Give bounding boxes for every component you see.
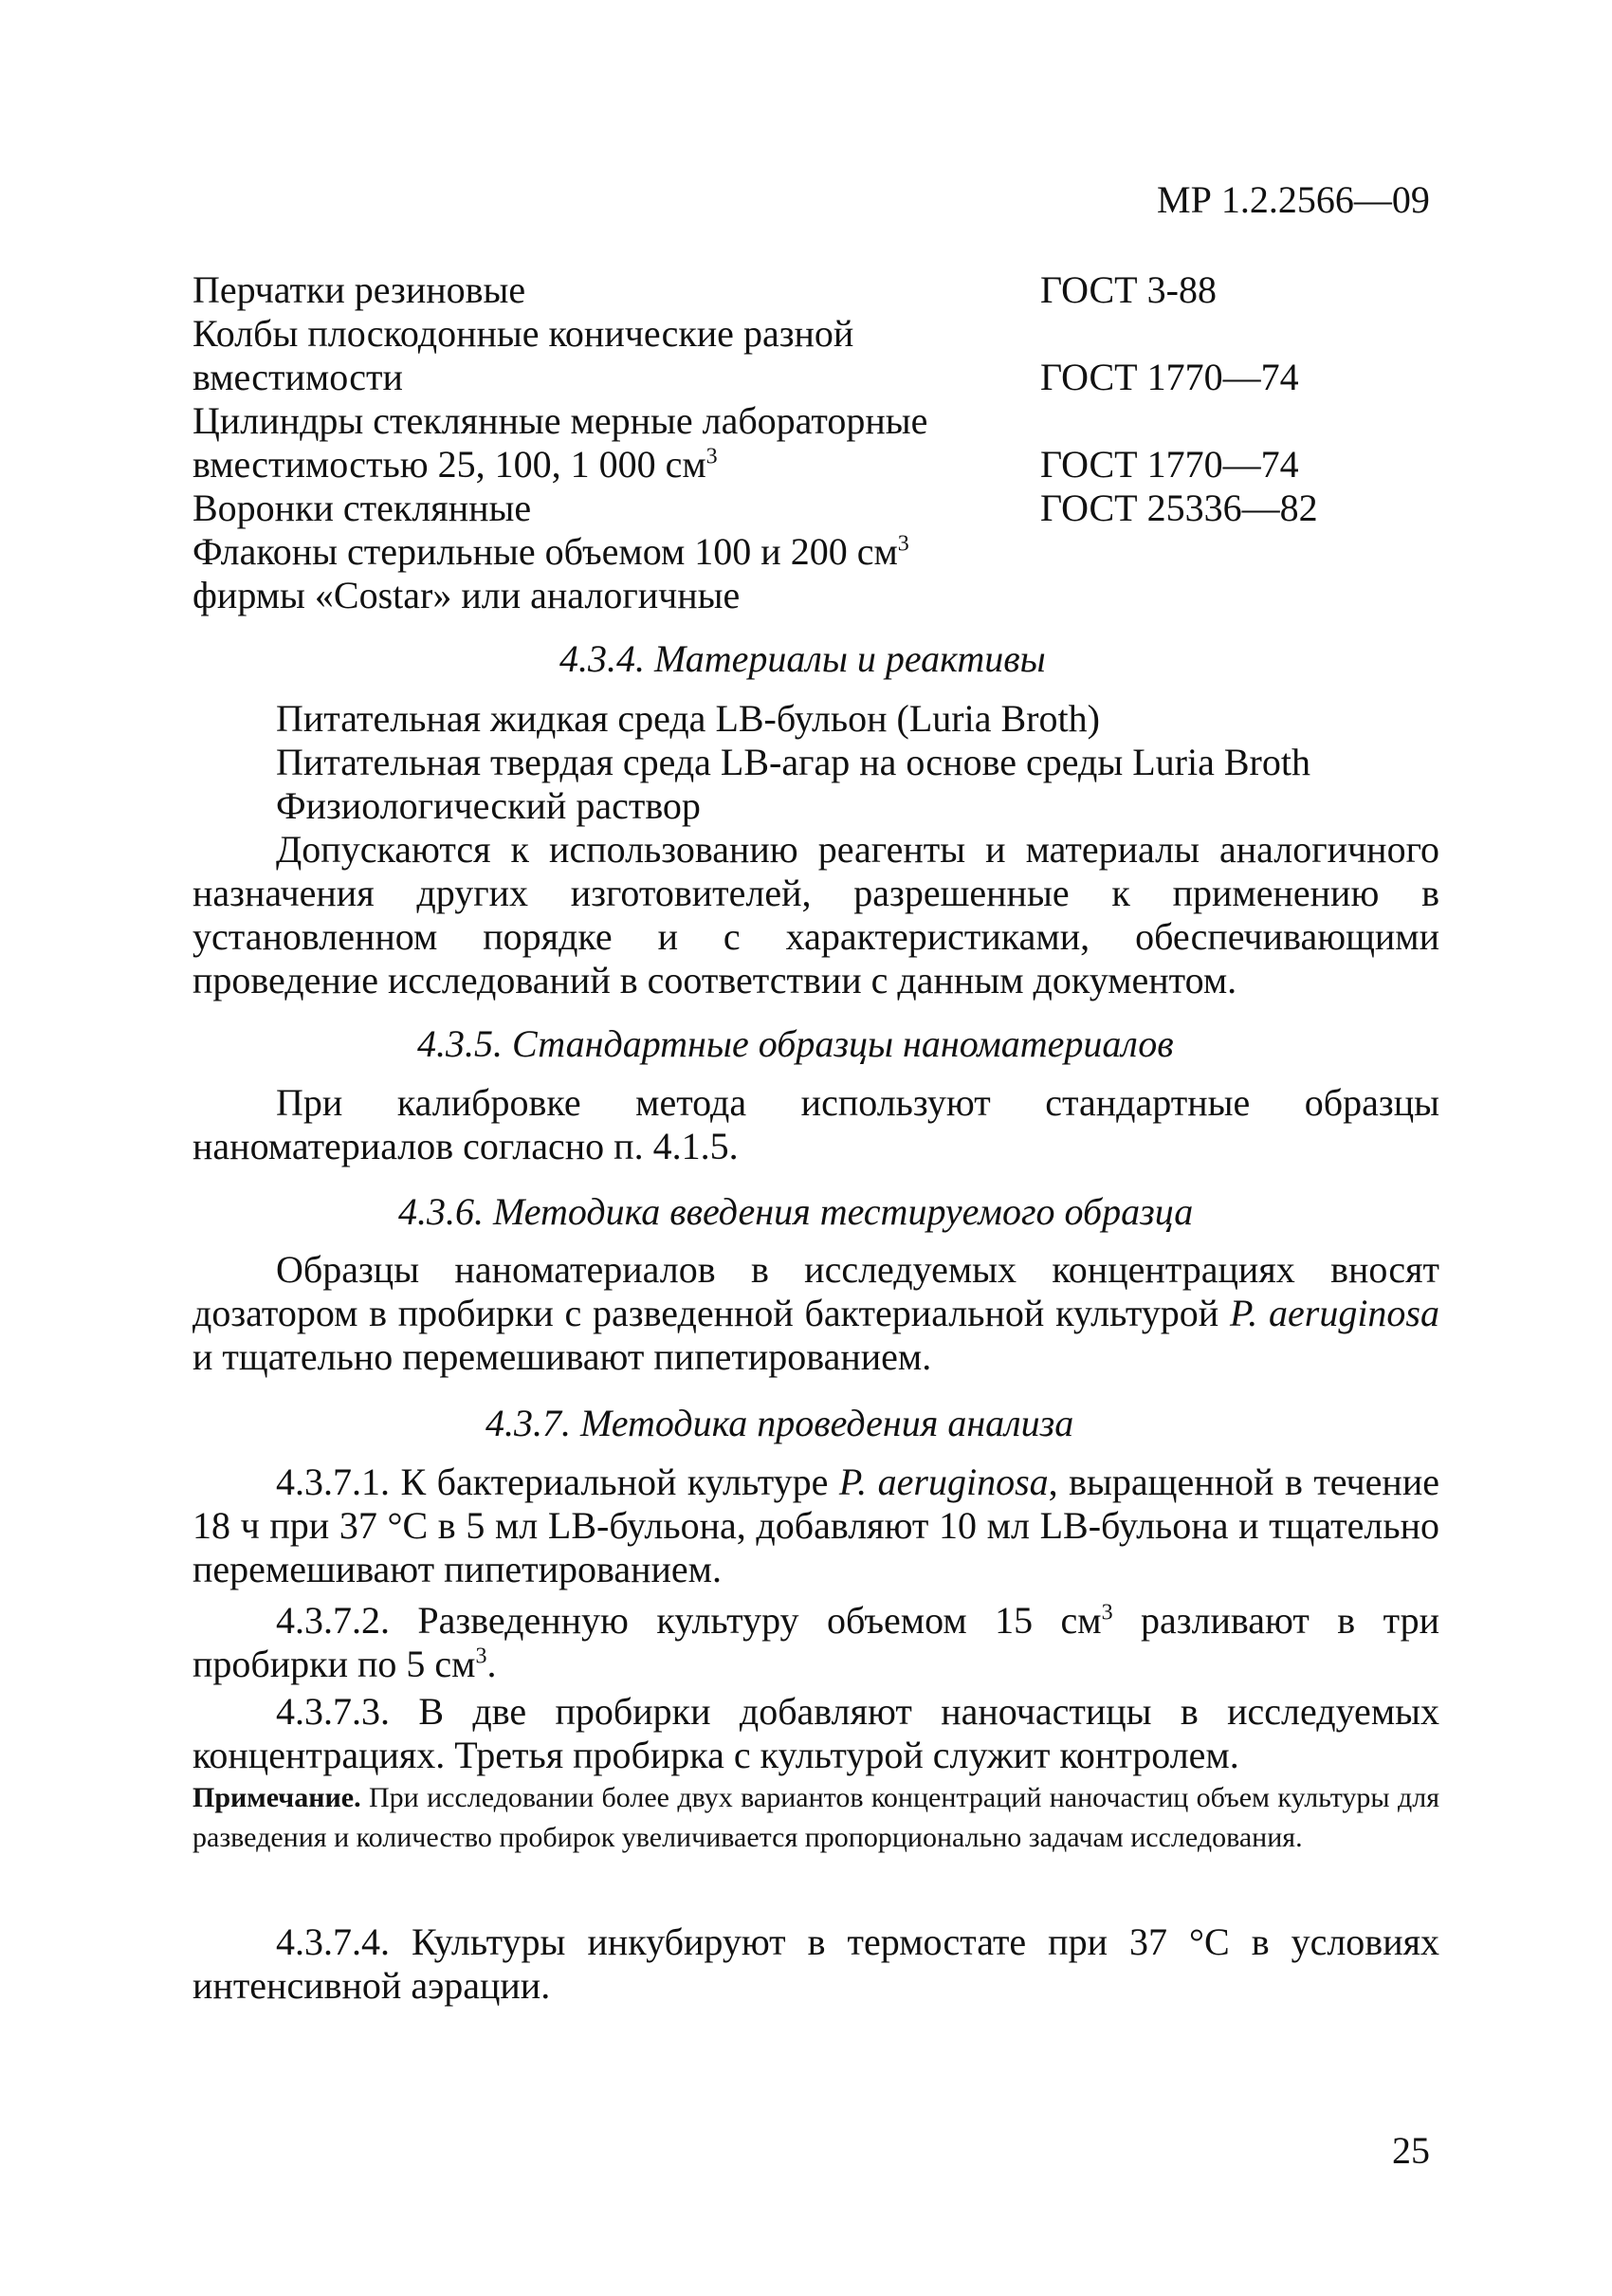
paragraph-4-3-7-4: 4.3.7.4. Культуры инкубируют в термостате при 37 °С в условиях интенсивной аэрации. [192, 1920, 1439, 2007]
note-label: Примечание. [192, 1782, 361, 1813]
reagent-item: Питательная твердая среда LB-агар на основе среды Luria Broth [276, 741, 1310, 783]
reagent-item: Питательная жидкая среда LB-бульон (Luria Broth) [276, 697, 1100, 740]
paragraph-4-3-7-1: 4.3.7.1. К бактериальной культуре P. aeruginosa, выращенной в течение 18 ч при 37 °С в 5 мл LB-бульона, добавляют 10 мл LB-бульона и тщательно перемешивают пипетированием. [192, 1460, 1439, 1590]
equipment-item-name: Колбы плоскодонные конические разной [192, 312, 854, 355]
document-number: МР 1.2.2566—09 [1157, 178, 1430, 221]
equipment-item-name: Цилиндры стеклянные мерные лабораторные [192, 399, 928, 442]
equipment-item-standard: ГОСТ 3-88 [1040, 268, 1217, 311]
equipment-item-name-cont: фирмы «Costar» или аналогичные [192, 574, 741, 616]
paragraph-reagents-allowed: Допускаются к использованию реагенты и материалы аналогичного назначения других изготовителей, разрешенные к применению в установленном порядке и с характеристиками, обеспечивающими проведение исследований в соответствии с данным документом. [192, 828, 1439, 1001]
paragraph-4-3-7-3: 4.3.7.3. В две пробирки добавляют наночастицы в исследуемых концентрациях. Третья пробирка с культурой служит контролем. [192, 1690, 1439, 1776]
equipment-item-name-cont: вместимостью 25, 100, 1 000 $см^3$ [192, 443, 718, 486]
section-heading-4-3-5: 4.3.5. Стандартные образцы наноматериалов [417, 1022, 1174, 1065]
page-number: 25 [1392, 2129, 1430, 2172]
equipment-item-name-cont: вместимости [192, 356, 403, 398]
paragraph-sample-introduction: Образцы наноматериалов в исследуемых концентрациях вносят дозатором в пробирки с разведенной бактериальной культурой P. aeruginosa и тщательно перемешивают пипетированием. [192, 1248, 1439, 1378]
equipment-item-standard: ГОСТ 1770—74 [1040, 356, 1299, 398]
equipment-item-standard: ГОСТ 1770—74 [1040, 443, 1299, 486]
paragraph-calibration: При калибровке метода используют стандартные образцы наноматериалов согласно п. 4.1.5. [192, 1081, 1439, 1167]
section-heading-4-3-6: 4.3.6. Методика введения тестируемого образца [398, 1190, 1194, 1233]
paragraph-4-3-7-2: 4.3.7.2. Разведенную культуру объемом 15 $см^3$ разливают в три пробирки по 5 $см^3$. [192, 1599, 1439, 1685]
equipment-item-name: Перчатки резиновые [192, 268, 526, 311]
section-heading-4-3-7: 4.3.7. Методика проведения анализа [485, 1402, 1074, 1444]
section-heading-4-3-4: 4.3.4. Материалы и реактивы [559, 637, 1046, 680]
equipment-item-name: Флаконы стерильные объемом 100 и 200 $см^3$ [192, 530, 909, 573]
reagent-item: Физиологический раствор [276, 784, 701, 827]
note [192, 1778, 1439, 1858]
equipment-item-name: Воронки стеклянные [192, 487, 532, 529]
equipment-item-standard: ГОСТ 25336—82 [1040, 487, 1318, 529]
note-text: При исследовании более двух вариантов концентраций наночастиц объем культуры для разведения и количество пробирок увеличивается пропорционально задачам исследования. [192, 1782, 1439, 1853]
